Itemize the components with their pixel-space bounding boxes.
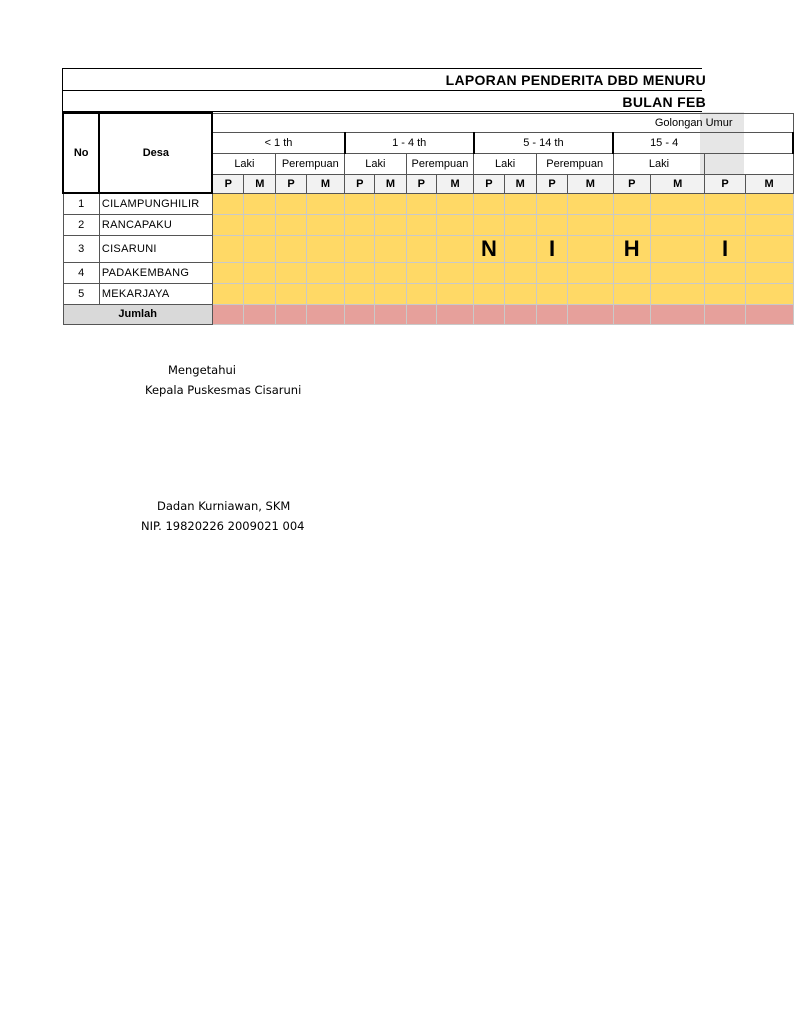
table-row — [63, 193, 793, 214]
data-cell[interactable] — [375, 193, 406, 214]
row-no: 3 — [63, 235, 99, 262]
data-cell[interactable] — [212, 262, 243, 283]
data-cell[interactable] — [436, 235, 473, 262]
data-cell[interactable] — [436, 283, 473, 304]
data-cell[interactable] — [345, 235, 375, 262]
data-cell[interactable] — [474, 262, 504, 283]
sex-perempuan: Perempuan — [276, 153, 345, 174]
data-cell[interactable] — [345, 262, 375, 283]
data-cell[interactable] — [568, 235, 613, 262]
data-cell[interactable] — [436, 193, 473, 214]
sum-cell[interactable] — [705, 304, 745, 324]
row-desa: CILAMPUNGHILIR — [99, 193, 212, 214]
report-sheet — [62, 68, 774, 324]
sum-cell[interactable] — [345, 304, 375, 324]
header-golongan-umur: Golongan Umur — [212, 113, 793, 132]
data-cell[interactable] — [568, 283, 613, 304]
table-row — [63, 262, 793, 283]
col-p: P — [345, 174, 375, 193]
col-p: P — [536, 174, 567, 193]
col-m: M — [568, 174, 613, 193]
row-no: 2 — [63, 214, 99, 235]
data-cell[interactable] — [306, 283, 344, 304]
data-cell[interactable] — [375, 214, 406, 235]
dbd-table — [62, 112, 794, 325]
sex-perempuan — [705, 153, 793, 174]
data-cell[interactable] — [613, 235, 650, 262]
nihil-letter: H — [623, 235, 640, 261]
row-no: 5 — [63, 283, 99, 304]
data-cell[interactable] — [474, 214, 504, 235]
data-cell[interactable] — [474, 235, 504, 262]
table-row — [63, 235, 793, 262]
header-desa: Desa — [99, 113, 212, 193]
data-cell[interactable] — [345, 283, 375, 304]
data-cell[interactable] — [613, 283, 650, 304]
data-cell[interactable] — [406, 283, 436, 304]
data-cell[interactable] — [306, 235, 344, 262]
data-cell[interactable] — [568, 262, 613, 283]
data-cell[interactable] — [504, 235, 536, 262]
age-group-5-14: 5 - 14 th — [474, 132, 613, 153]
sum-cell[interactable] — [406, 304, 436, 324]
data-cell[interactable] — [406, 262, 436, 283]
data-cell[interactable] — [276, 235, 306, 262]
data-cell[interactable] — [745, 193, 793, 214]
col-p: P — [406, 174, 436, 193]
data-cell[interactable] — [536, 283, 567, 304]
age-group-15-4: 15 - 4 — [613, 132, 793, 153]
age-group-1-4: 1 - 4 th — [345, 132, 474, 153]
nihil-letter: I — [548, 235, 556, 261]
col-m: M — [375, 174, 406, 193]
data-cell[interactable] — [745, 283, 793, 304]
sex-laki: Laki — [212, 153, 276, 174]
sum-cell[interactable] — [745, 304, 793, 324]
signature-name: Dadan Kurniawan, SKM — [157, 499, 291, 513]
subtitle-band — [62, 90, 706, 112]
sex-laki: Laki — [474, 153, 537, 174]
data-cell[interactable] — [375, 283, 406, 304]
data-cell[interactable] — [504, 283, 536, 304]
data-cell[interactable] — [504, 214, 536, 235]
data-cell[interactable] — [212, 193, 243, 214]
row-no: 1 — [63, 193, 99, 214]
table-row — [63, 283, 793, 304]
data-cell[interactable] — [244, 214, 276, 235]
sum-cell[interactable] — [474, 304, 504, 324]
data-cell[interactable] — [244, 193, 276, 214]
data-cell[interactable] — [745, 214, 793, 235]
sum-cell[interactable] — [613, 304, 650, 324]
age-group-lt1: < 1 th — [212, 132, 344, 153]
col-m: M — [244, 174, 276, 193]
signature-mengetahui: Mengetahui — [168, 363, 236, 377]
data-cell[interactable] — [650, 235, 705, 262]
data-cell[interactable] — [406, 193, 436, 214]
data-cell[interactable] — [406, 214, 436, 235]
nihil-letter: I — [722, 235, 729, 261]
data-cell[interactable] — [436, 262, 473, 283]
sum-cell[interactable] — [276, 304, 306, 324]
data-cell[interactable] — [276, 262, 306, 283]
report-title: LAPORAN PENDERITA DBD MENURU — [445, 72, 706, 88]
data-cell[interactable] — [705, 262, 745, 283]
data-cell[interactable] — [504, 193, 536, 214]
data-cell[interactable] — [474, 193, 504, 214]
sum-cell[interactable] — [306, 304, 344, 324]
row-no: 4 — [63, 262, 99, 283]
signature-nip: NIP. 19820226 2009021 004 — [141, 519, 305, 533]
sum-cell[interactable] — [650, 304, 705, 324]
data-cell[interactable] — [436, 214, 473, 235]
sum-cell[interactable] — [436, 304, 473, 324]
data-cell[interactable] — [244, 235, 276, 262]
sex-laki: Laki — [613, 153, 705, 174]
data-cell[interactable] — [306, 193, 344, 214]
data-cell[interactable] — [705, 214, 745, 235]
sum-cell[interactable] — [504, 304, 536, 324]
data-cell[interactable] — [306, 214, 344, 235]
data-cell[interactable] — [306, 262, 344, 283]
nihil-letter: N — [480, 235, 497, 261]
row-desa: PADAKEMBANG — [99, 262, 212, 283]
data-cell[interactable] — [504, 262, 536, 283]
col-m: M — [650, 174, 705, 193]
sum-cell[interactable] — [212, 304, 243, 324]
signature-position: Kepala Puskesmas Cisaruni — [145, 383, 302, 397]
report-subtitle: BULAN FEB — [622, 94, 706, 110]
sex-perempuan: Perempuan — [406, 153, 474, 174]
sum-cell[interactable] — [375, 304, 406, 324]
table-row — [63, 214, 793, 235]
data-cell[interactable] — [536, 193, 567, 214]
jumlah-row — [63, 304, 793, 324]
data-cell[interactable] — [276, 193, 306, 214]
data-cell[interactable] — [474, 283, 504, 304]
data-cell[interactable] — [568, 214, 613, 235]
sum-cell[interactable] — [244, 304, 276, 324]
title-band — [62, 68, 706, 90]
col-p: P — [276, 174, 306, 193]
data-cell[interactable] — [375, 235, 406, 262]
row-desa: CISARUNI — [99, 235, 212, 262]
data-cell[interactable] — [375, 262, 406, 283]
data-cell[interactable] — [745, 235, 793, 262]
data-cell[interactable] — [536, 262, 567, 283]
data-cell[interactable] — [613, 262, 650, 283]
data-cell[interactable] — [613, 193, 650, 214]
data-cell[interactable] — [276, 283, 306, 304]
col-p: P — [212, 174, 243, 193]
data-cell[interactable] — [650, 283, 705, 304]
col-m: M — [306, 174, 344, 193]
col-p: P — [613, 174, 650, 193]
col-m: M — [745, 174, 793, 193]
data-cell[interactable] — [244, 262, 276, 283]
data-cell[interactable] — [745, 262, 793, 283]
data-cell[interactable] — [568, 193, 613, 214]
sex-laki: Laki — [345, 153, 407, 174]
sum-cell[interactable] — [568, 304, 613, 324]
col-p: P — [705, 174, 745, 193]
data-cell[interactable] — [705, 193, 745, 214]
col-p: P — [474, 174, 504, 193]
data-cell[interactable] — [650, 262, 705, 283]
data-cell[interactable] — [276, 214, 306, 235]
data-cell[interactable] — [212, 235, 243, 262]
row-desa: MEKARJAYA — [99, 283, 212, 304]
data-cell[interactable] — [212, 214, 243, 235]
data-cell[interactable] — [406, 235, 436, 262]
data-cell[interactable] — [705, 235, 745, 262]
data-cell[interactable] — [536, 235, 567, 262]
data-cell[interactable] — [345, 214, 375, 235]
data-cell[interactable] — [345, 193, 375, 214]
data-cell[interactable] — [705, 283, 745, 304]
sum-cell[interactable] — [536, 304, 567, 324]
data-cell[interactable] — [244, 283, 276, 304]
col-m: M — [436, 174, 473, 193]
data-cell[interactable] — [536, 214, 567, 235]
jumlah-label: Jumlah — [63, 304, 212, 324]
col-m: M — [504, 174, 536, 193]
data-cell[interactable] — [613, 214, 650, 235]
data-cell[interactable] — [650, 214, 705, 235]
header-no: No — [63, 113, 99, 193]
sex-perempuan: Perempuan — [536, 153, 613, 174]
data-cell[interactable] — [650, 193, 705, 214]
data-cell[interactable] — [212, 283, 243, 304]
row-desa: RANCAPAKU — [99, 214, 212, 235]
